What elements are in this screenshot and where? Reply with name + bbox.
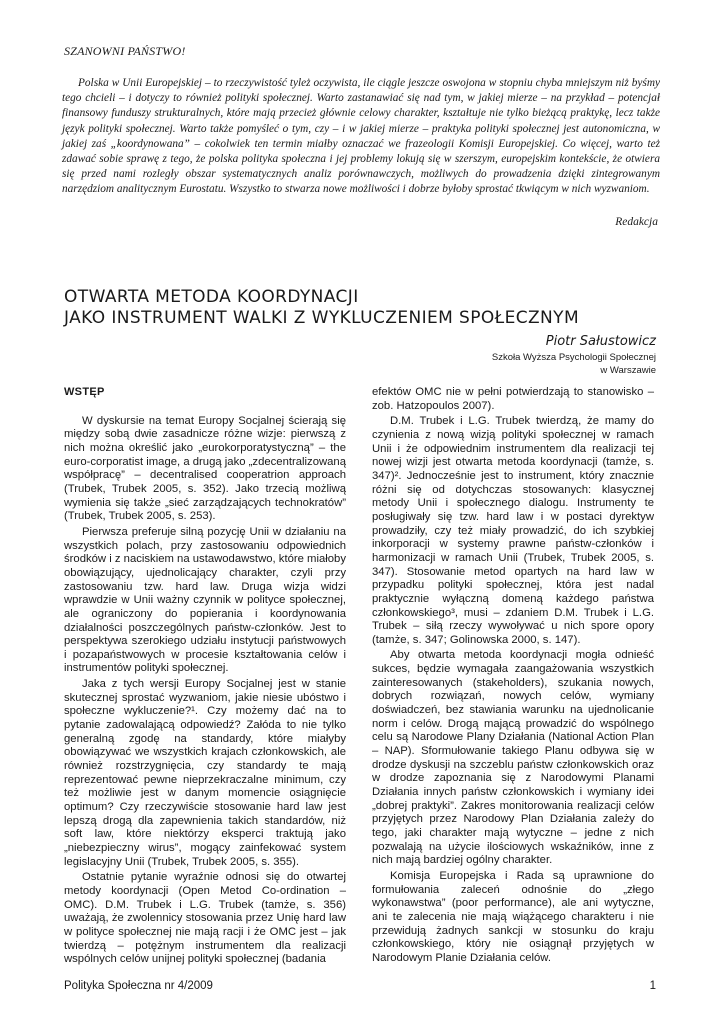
greeting: SZANOWNI PAŃSTWO! bbox=[64, 44, 186, 58]
paragraph: D.M. Trubek i L.G. Trubek twierdzą, że mamy do czynienia z nową wizją polityki społecznej w ramach Unii i że odpowiednim instrumentem dla realizacji tej nowej wizji jest otwarta metoda koordynacji (tamże, s. 347)². Jednocześnie jest to instrument, który znacznie różni się od dotychczas stosowanych: klasycznej metody Unii i społecznego dialogu. Instrumenty te posługiwały się tzw. hard law i w postaci dyrektyw prowadziły, czy też miały prowadzić, do ich szybkiej inkorporacji w systemy prawne państw-członków i harmonizacji w ramach Unii (Trubek, Trubek 2005, s. 347). Stosowanie metod opartych na hard law w przypadku polityki społecznej, która jest nadal praktycznie wyłączną domeną każdego państwa członkowskiego³, musi – zdaniem D.M. Trubek i L.G. Trubek – siłą rzeczy wywoływać u nich spore opory (tamże, s. 347; Golinowska 2000, s. 147). bbox=[372, 415, 654, 646]
article-title-line-2: JAKO INSTRUMENT WALKI Z WYKLUCZENIEM SPOŁECZNYM bbox=[64, 308, 580, 328]
text-column-left bbox=[64, 386, 346, 969]
paragraph: Pierwsza preferuje silną pozycję Unii w działaniu na wszystkich polach, przy zastosowaniu odpowiednich środków i z naciskiem na ustawodawstwo, które miałoby obowiązujący, ujednolicający charakter, czyli przy zastosowaniu tzw. hard law. Druga wizja widzi wprawdzie w Unii ważny czynnik w polityce społecznej, ale ograniczony do popierania i koordynowania działalności poszczególnych państw-członków. Jest to perspektywa szerokiego udziału instytucji państwowych i pozapaństwowych w procesie kształtowania celów i instrumentów polityki społecznej. bbox=[64, 525, 346, 675]
affiliation-line-2: w Warszawie bbox=[600, 364, 656, 376]
paragraph: efektów OMC nie w pełni potwierdzają to stanowisko – zob. Hatzopoulos 2007). bbox=[372, 386, 654, 412]
paragraph: Aby otwarta metoda koordynacji mogła odnieść sukces, będzie wymagała zaangażowania wszystkich zainteresowanych (stakeholders), szukania nowych, dobrych rozwiązań, nowych celów, wymiany doświadczeń, bez stawiania warunku na ujednolicanie norm i celów. Drogą mającą prowadzić do wspólnego celu są Narodowe Plany Działania (National Action Plan – NAP). Sformułowanie takiego Planu odbywa się w drodze dyskusji na szczeblu państw członkowskich oraz w drodze zapoznania się z Narodowymi Planami Działania innych państw członkowskich i wymiany idei „dobrej praktyki”. Zakres monitorowania realizacji celów przyjętych przez Narodowy Plan Działania zależy do tego, jaki charakter mają wytyczne – jedne z nich pozwalają na użycie ilościowych wskaźników, inne z nich mają bardziej ogólny charakter. bbox=[372, 649, 654, 867]
author-affiliation bbox=[492, 352, 656, 377]
article-title-line-1: OTWARTA METODA KOORDYNACJI bbox=[64, 287, 359, 307]
paragraph: Ostatnie pytanie wyraźnie odnosi się do otwartej metody koordynacji (Open Metod Co-ordination – OMC). D.M. Trubek i L.G. Trubek (tamże, s. 356) uważają, że zwolennicy stosowania przez Unię hard law w polityce społecznej nie mają racji i że OMC jest – jak twierdzą – potężnym instrumentem dla realizacji wspólnych celów unijnej polityki społecznej (badania bbox=[64, 871, 346, 966]
section-heading: WSTĘP bbox=[64, 386, 105, 398]
paragraph: W dyskursie na temat Europy Socjalnej ścierają się między sobą dwie zasadnicze różne wizje: pierwszą z nich można określić jako „eurokorporatystyczną” – the euro-corporatist image, a drugą jako „zdecentralizowaną współpracę” – decentralised cooperatrion approach (Trubek, Trubek 2005, s. 352). Jako trzecią możliwą wymienia się także „sieć zarządzających technokratów” (Trubek, Trubek 2005, s. 253). bbox=[64, 414, 346, 523]
author-name: Piotr Sałustowicz bbox=[545, 334, 656, 349]
text-column-right bbox=[372, 386, 654, 968]
editorial-signoff: Redakcja bbox=[615, 216, 658, 228]
paragraph: Jaka z tych wersji Europy Socjalnej jest w stanie skutecznej sprostać wyzwaniom, jakie niesie ubóstwo i społeczne wykluczenie?¹. Czy możemy dać na to pytanie zadowalającą odpowiedź? Załóda to nie tylko generalną zgodę na standardy, które miałyby obowiązywać we wszystkich krajach członkowskich, ale również rozstrzygnięcia, czy standardy te mają reprezentować pewne nieprzekraczalne minimum, czy też możliwie jest w danym momencie osiągnięcie optimum? Czy rzeczywiście stosowanie hard law jest lepszą drogą dla zapewnienia takich standardów, niż soft law, które niektórzy eksperci traktują jako „niebezpieczny wirus”, mogący zainfekować system legislacyjny Unii (Trubek, Trubek 2005, s. 355). bbox=[64, 678, 346, 868]
journal-footer: Polityka Społeczna nr 4/2009 bbox=[64, 980, 213, 992]
editorial-intro: Polska w Unii Europejskiej – to rzeczywistość tyleż oczywista, ile ciągle jeszcze oswojona w stopniu chyba mniejszym niż byśmy tego chcieli – i dotyczy to również polityki społecznej. Warto zastanawiać się nad tym, w jakiej mierze – na przykład – potencjał finansowy funduszy strukturalnych, które mają przecież głównie celowy charakter, kształtuje nie tylko bieżącą praktykę, lecz także język polityki społecznej. Warto także pomyśleć o tym, czy – i w jakiej mierze – praktyka polityki społecznej jest autonomiczna, w jakiej zaś „koordynowana” – cokolwiek ten termin miałby oznaczać we frazeologii Komisji Europejskiej. Co więcej, warto też zdawać sobie sprawę z tego, że polska polityka społeczna i jej problemy lokują się w szerszym, europejskim kontekście, że otwiera się przed nami rozległy obszar systematycznych analiz porównawczych, możliwych do prowadzenia dzięki zintegrowanym narzędziom analitycznym Eurostatu. Wszystko to stwarza nowe możliwości i dobrze byłoby sprostać tkwiącym w nich wyzwaniom. bbox=[62, 77, 660, 196]
paragraph: Komisja Europejska i Rada są uprawnione do formułowania zaleceń odnośnie do „złego wykonawstwa” (poor performance), ale ani wytyczne, ani te zalecenia nie mają wiążącego charakteru i nie przewidują żadnych sankcji w stosunku do kraju członkowskiego, który nie osiągnął przyjętych w Narodowym Planie Działania celów. bbox=[372, 869, 654, 964]
article-title bbox=[64, 287, 579, 329]
page-number: 1 bbox=[649, 980, 656, 992]
affiliation-line-1: Szkoła Wyższa Psychologii Społecznej bbox=[491, 352, 656, 363]
